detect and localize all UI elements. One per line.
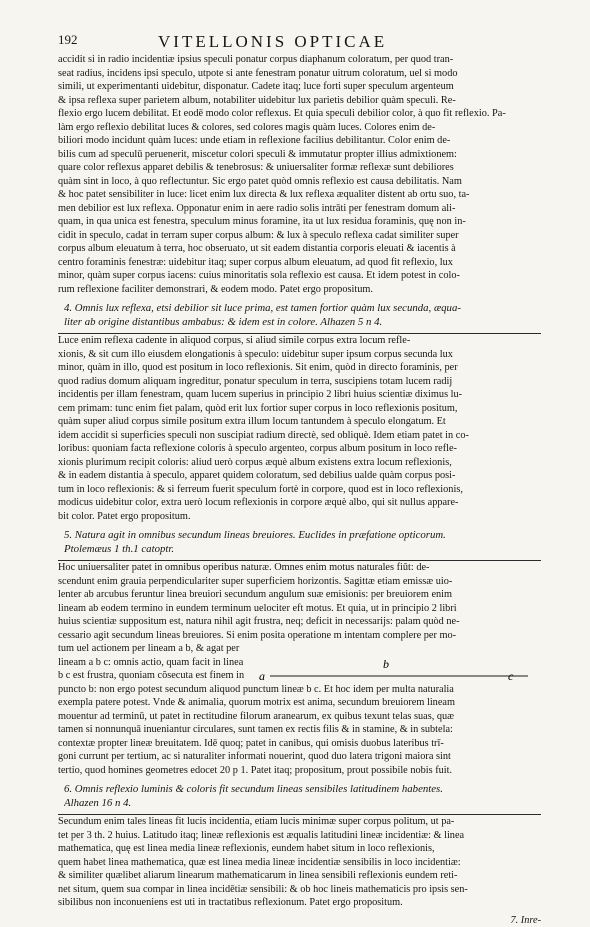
proposition-6-heading <box>58 783 541 810</box>
text-line: làm ergo reflexio debilitat luces & colores, sed colores magis quàm luces. Colores enim de- <box>58 121 541 135</box>
text-line: contextæ propter lineæ breuitatem. Idē quoq; patet in canibus, qui omisis duobus lateribus trī- <box>58 737 541 751</box>
text-line: incidentis per illam fenestram, quam lucem superius in principio 2 libri huius scientiæ diximus lu- <box>58 388 541 402</box>
text-line: tum in loco reflexionis: & si ferreum fuerit speculum fortè in corpore, quod est in loco reflexionis, <box>58 483 541 497</box>
figure-label-b: b <box>383 657 389 671</box>
text-line: net situm, quem sua compar in linea incidētiæ sensibili: & ob hoc lineis mathematicis pro ipsis sen- <box>58 883 541 897</box>
text-line: cem primam: tunc enim fiet palam, quòd erit lux fortior super corpus in loco reflexionis positum, <box>58 402 541 416</box>
text-line: xionis, & sit cum illo eiusdem elongationis à speculo: uidebitur super ipsum corpus secunda lux <box>58 348 541 362</box>
text-line: exempla patere potest. Vnde & animalia, quorum motrix est anima, secundum breuiorem lineam <box>58 696 541 710</box>
text-line: men debilior est lux reflexa. Opponatur enim in aere radio solis intrāti per fenestram domum ali- <box>58 202 541 216</box>
text-line: mathematica, quę est linea media lineæ reflexionis, eundem habet situm in loco reflexionis, <box>58 842 541 856</box>
text-line: loribus: quoniam facta reflexione coloris à speculo argenteo, corpus album positum in loco refle- <box>58 442 541 456</box>
text-line: modicus uidebitur color, extra uerò locum reflexionis in corpore æquè albo, qui sit nullus appare- <box>58 496 541 510</box>
text-line: accidit si in radio incidentiæ ipsius speculi ponatur corpus diaphanum coloratum, per quod tran- <box>58 53 541 67</box>
heading-line: Ptolemæus 1 th.1 catoptr. <box>64 543 541 557</box>
page-number: 192 <box>58 32 78 48</box>
text-line: bit color. Patet ergo propositum. <box>58 510 541 524</box>
page-body <box>58 53 541 927</box>
text-line: flexio ergo lucem debilitat. Et eodē modo color reflexus. Et quia speculi debilior color, à quo fit reflexio. Pa- <box>58 107 541 121</box>
text-line: tet per 3 th. 2 huius. Latitudo itaq; lineæ reflexionis est æqualis latitudini lineæ incidentiæ: & linea <box>58 829 541 843</box>
text-line: tertio, quod homines geometres edocet 20 p 1. Patet itaq; propositum, prout possibile nobis fuit. <box>58 764 541 778</box>
text-line: seat radius, incidens ipsi speculo, utpote si ante fenestram ponatur uitrum coloratum, uel si modo <box>58 67 541 81</box>
figure-line-row <box>58 656 541 670</box>
text-line: quod radius domum aliquam ingreditur, ponatur speculum in terra, suscipiens totam lucem radij <box>58 375 541 389</box>
text-line: & ipsa reflexa super parietem album, notabiliter uidebitur lux parietis debilior quàm speculi. Re- <box>58 94 541 108</box>
text-line: & in eadem distantia à speculo, apparet quidem coloratum, sed debilius ualde quàm corpus posi- <box>58 469 541 483</box>
text-line: Hoc uniuersaliter patet in omnibus operibus naturæ. Omnes enim motus naturales fiūt: de- <box>58 561 541 575</box>
proposition-5-heading <box>58 529 541 556</box>
text-line: Luce enim reflexa cadente in aliquod corpus, si aliud simile corpus extra locum refle- <box>58 334 541 348</box>
line-abc-figure <box>58 656 531 684</box>
text-line: xionis plurimum recipit coloris: aliud uerò corpus æquè album existens extra locum reflexionis, <box>58 456 541 470</box>
text-line: bilis cum ad speculū peruenerit, miscetur colori speculi & immutatur propter illius admixtionem: <box>58 148 541 162</box>
text-line: tum uel actionem per lineam a b, & agat per <box>58 642 541 656</box>
text-line: sibilibus non inconueniens est uti in tractatibus reflexionum. Patet ergo propositum. <box>58 896 541 910</box>
proposition-6-text <box>58 815 541 910</box>
figure-label-a: a <box>259 669 265 683</box>
text-line: goni currunt per tertium, ac si naturaliter informati nouerint, quod duo latera trigoni maiora sint <box>58 750 541 764</box>
proposition-4-heading <box>58 302 541 329</box>
text-line: cessario agit secundum lineas breuiores. Si enim posita operatione m intentam complere per mo- <box>58 629 541 643</box>
text-line: minor, quàm in illo, quod est positum in loco reflexionis. Sit enim, quòd in directo foraminis, per <box>58 361 541 375</box>
text-line: lenter ab arcubus feruntur linea breuiori secundum angulum suæ emisionis: per breuiorem enim <box>58 588 541 602</box>
proposition-4-text <box>58 334 541 523</box>
text-line: biliori modo incidunt quàm luces: unde etiam in reflexione facilius debilitantur. Color enim de- <box>58 134 541 148</box>
text-line: simili, ut experimentanti uidebitur, disponatur. Cadete itaq; luce forti super speculum argenteum <box>58 80 541 94</box>
text-line: quam, in qua unica est fenestra, speculum minus foramine, ita ut lux residua foraminis, quę non in- <box>58 215 541 229</box>
text-line: puncto b: non ergo potest secundum aliquod punctum lineæ b c. Et hoc idem per multa naturalia <box>58 683 541 697</box>
text-line: minor, quàm super corpus iacens: cuius minoritatis sola reflexio est causa. Et idem potest in colo- <box>58 269 541 283</box>
heading-line: 4. Omnis lux reflexa, etsi debilior sit luce prima, est tamen fortior quàm lux secunda, æqua- <box>64 302 541 316</box>
text-line: Secundum enim tales lineas fit lucis incidentia, etiam lucis minimæ super corpus politum, ut pa- <box>58 815 541 829</box>
heading-line: Alhazen 16 n 4. <box>64 797 541 811</box>
text-line: huius scientiæ suppositum est, natura nihil agit frustra, neq; deficit in necessarijs: palam quòd ne- <box>58 615 541 629</box>
text-line: idem accidit si superficies speculi non suscipiat radium directè, sed obliquè. Idem etiam patet in co- <box>58 429 541 443</box>
text-line: quàm super aliud corpus simile positum extra illum locum tantundem à speculo elongatum. Et <box>58 415 541 429</box>
text-line: cidit in speculo, cadat in terram super corpus album: & lux à speculo reflexa cadat similiter super <box>58 229 541 243</box>
text-line: & hoc patet sensibiliter in luce: licet enim lux directa & lux reflexa æqualiter distent ab ortu suo, ta- <box>58 188 541 202</box>
running-title: VITELLONIS OPTICAE <box>158 32 387 52</box>
text-line: b c est frustra, quoniam cõsecuta est finem in <box>58 669 541 683</box>
heading-line: 5. Natura agit in omnibus secundum lineas breuiores. Euclides in præfatione opticorum. <box>64 529 541 543</box>
text-line: quàm sint in loco, à quo reflectuntur. Sic ergo patet quòd omnis reflexio est causa debilitatis. Nam <box>58 175 541 189</box>
text-line: quare color reflexus apparet debilis & tenebrosus: & uniuersaliter formæ reflexæ sunt debiliores <box>58 161 541 175</box>
text-line: quem habet linea mathematica, quæ est linea media lineæ incidentiæ sensibilis in loco incidentiæ: <box>58 856 541 870</box>
text-line: rum reflexione faciliter demonstrari, & eodem modo. Patet ergo propositum. <box>58 283 541 297</box>
text-line: tamen si nonnunquā inueniantur circulares, sunt tamen ex rectis filis & in stamine, & in subtela: <box>58 723 541 737</box>
text-line: lineam a b c: omnis actio, quam facit in linea <box>58 656 243 670</box>
figure-label-c: c <box>508 669 514 683</box>
text-line: & similiter quælibet aliarum linearum mathematicarum in linea sensibili reflexionis eundem reti- <box>58 869 541 883</box>
text-line: lineam ab eodem termino in eundem terminum uelociter eft motus. Et quia, ut in principio 2 libri <box>58 602 541 616</box>
heading-line: liter ab origine distantibus ambabus: & idem est in colore. Alhazen 5 n 4. <box>64 316 541 330</box>
text-line: scendunt enim grauia perpendiculariter super superficiem horizontis. Sagittæ etiam emissæ uio- <box>58 575 541 589</box>
text-line: corpus album eleuatum à terra, hoc obseruato, ut sit eadem distantia corporis eleuati & iacentis à <box>58 242 541 256</box>
section-continued-text <box>58 53 541 296</box>
heading-line: 6. Omnis reflexio luminis & coloris fit secundum lineas sensibiles latitudinem habentes. <box>64 783 541 797</box>
proposition-5-text <box>58 561 541 777</box>
text-line: centro foraminis fenestræ: uidebitur itaq; super corpus album eleuatum, ad quod fit reflexio, lux <box>58 256 541 270</box>
text-line: mouentur ad terminū, ut patet in rectitudine filorum aranearum, ex quibus texunt telas suas, quæ <box>58 710 541 724</box>
catchword: 7. Inre- <box>58 914 541 927</box>
